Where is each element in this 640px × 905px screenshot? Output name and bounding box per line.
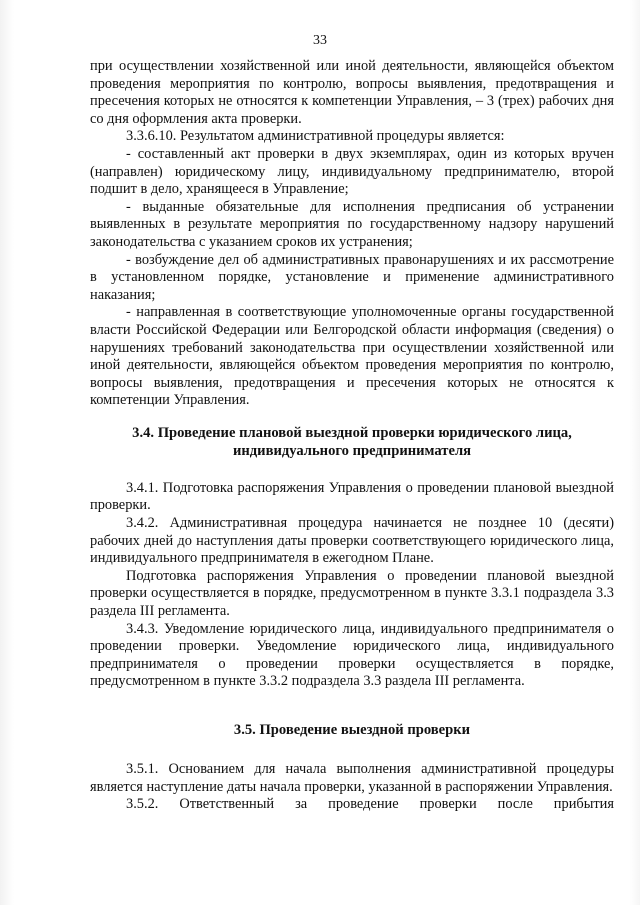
- section-heading-3-4-line1: 3.4. Проведение плановой выездной проверки юридического лица,: [132, 424, 572, 441]
- list-item-act: - составленный акт проверки в двух экземплярах, один из которых вручен (направлен) юридическому лицу, индивидуальному предпринимателю, второй подшит в дело, хранящееся в Управление;: [90, 145, 614, 198]
- paragraph-3-4-3: 3.4.3. Уведомление юридического лица, индивидуального предпринимателя о проведении проверки. Уведомление юридического лица, индивидуального предпринимателя о проведении проверки осуществляется в порядке, предусмотренном в пункте 3.3.2 подраздела 3.3 раздела III регламента.: [90, 620, 614, 690]
- paragraph-3-3-6-10: 3.3.6.10. Результатом административной процедуры является:: [126, 128, 505, 145]
- section-heading-3-4-line2: индивидуального предпринимателя: [232, 442, 472, 459]
- section-heading-3-4: [90, 424, 614, 460]
- list-item-information: - направленная в соответствующие уполномоченные органы государственной власти Российской Федерации или Белгородской области информация (сведения) о нарушениях требований законодательства при осуществлении хозяйственной или иной деятельности, являющейся объектом проведения мероприятия по контролю, вопросы выявления, предотвращения и пресечения которых не относятся к компетенции Управления.: [90, 304, 614, 409]
- section-heading-3-5-wrap: [90, 721, 614, 739]
- paragraph-continuation: при осуществлении хозяйственной или иной деятельности, являющейся объектом проведения мероприятия по контролю, вопросы выявления, предотвращения и пресечения которых не относятся к компетенции Управления, – 3 (трех) рабочих дня со дня оформления акта проверки.: [90, 58, 614, 127]
- list-item-prescriptions: - выданные обязательные для исполнения предписания об устранении выявленных в результате мероприятия по государственному надзору нарушений законодательства с указанием сроков их устранения;: [90, 198, 614, 250]
- paragraph-3-5-1: 3.5.1. Основанием для начала выполнения административной процедуры является наступление даты начала проверки, указанной в распоряжении Управления.: [90, 761, 614, 795]
- document-body: [90, 58, 614, 814]
- paragraph-order-preparation: Подготовка распоряжения Управления о проведении плановой выездной проверки осуществляется в порядке, предусмотренном в пункте 3.3.1 подраздела 3.3 раздела III регламента.: [90, 567, 614, 620]
- scan-left-edge: [0, 0, 14, 905]
- list-item-cases: - возбуждение дел об административных правонарушениях и их рассмотрение в установленном порядке, установление и применение административного наказания;: [90, 251, 614, 303]
- paragraph-3-5-2: 3.5.2. Ответственный за проведение проверки после прибытия: [126, 796, 614, 813]
- paragraph-3-4-1: 3.4.1. Подготовка распоряжения Управления о проведении плановой выездной проверки.: [90, 479, 614, 514]
- section-heading-3-5: 3.5. Проведение выездной проверки: [233, 722, 471, 738]
- paragraph-3-4-2: 3.4.2. Административная процедура начинается не позднее 10 (десяти) рабочих дней до наступления даты проверки соответствующего юридического лица, индивидуального предпринимателя в ежегодном Плане.: [90, 515, 614, 567]
- scan-right-edge: [630, 0, 640, 905]
- page-number: 33: [313, 33, 327, 48]
